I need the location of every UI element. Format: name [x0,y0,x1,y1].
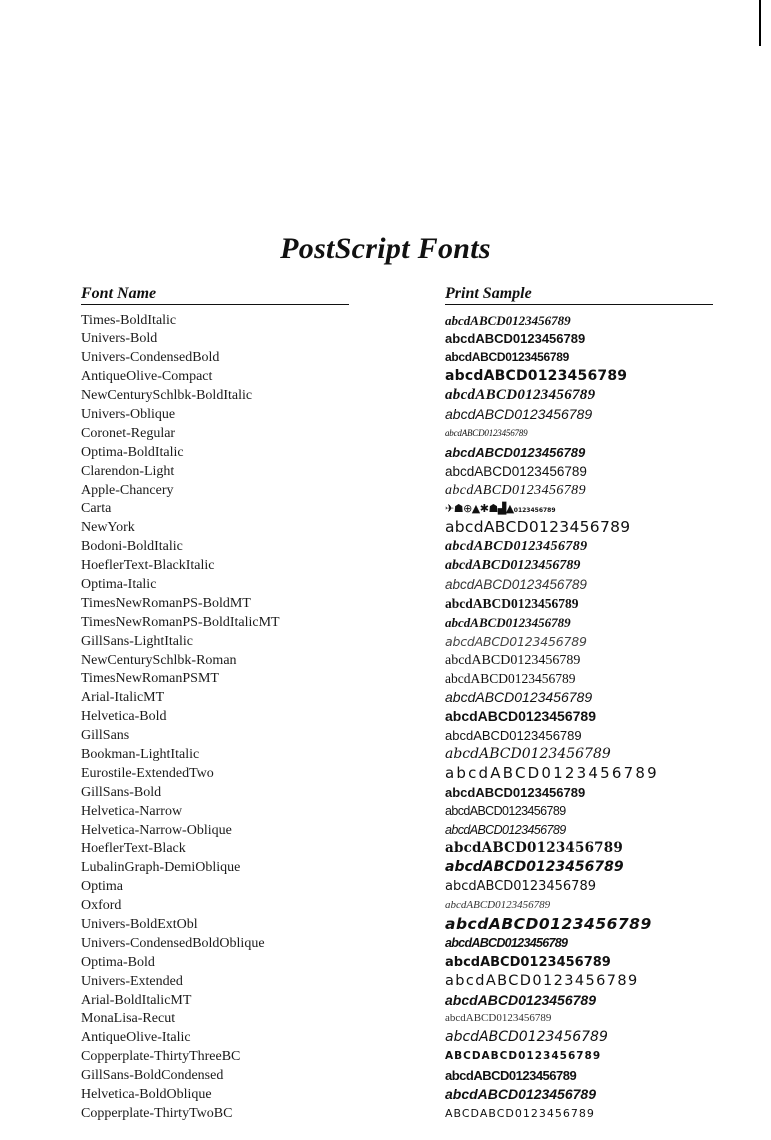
print-sample [445,500,556,519]
font-name: Univers-Bold [81,331,158,347]
font-row [0,897,771,916]
page-edge-mark [759,0,761,46]
print-sample: abcdABCD0123456789 [445,859,624,876]
font-name: TimesNewRomanPSMT [81,671,219,687]
font-list [0,312,771,1124]
font-name: AntiqueOlive-Italic [81,1030,191,1046]
font-row [0,330,771,349]
print-sample-glyphs: ✈☗⊕▲✱☗▟▲ [445,502,514,516]
font-row [0,387,771,406]
font-name: Univers-CondensedBold [81,350,220,366]
font-row [0,840,771,859]
font-name: Helvetica-Narrow [81,803,183,819]
font-name: Optima-Bold [81,954,155,970]
font-name: Helvetica-Narrow-Oblique [81,822,232,838]
print-sample: abcdABCD0123456789 [445,915,652,933]
print-sample: abcdABCD0123456789 [445,1012,552,1025]
font-name: GillSans-LightItalic [81,633,193,649]
font-name: Helvetica-Bold [81,709,167,725]
font-name: Coronet-Regular [81,425,176,441]
print-sample: ABCDABCD0123456789 [445,1106,595,1120]
print-sample: abcdABCD0123456789 [445,405,593,422]
font-row [0,444,771,463]
print-sample: abcdABCD0123456789 [445,387,596,404]
font-row [0,746,771,765]
font-row [0,482,771,501]
font-name: NewCenturySchlbk-Roman [81,652,237,668]
print-sample-digits: 0123456789 [513,507,556,515]
font-name: Bookman-LightItalic [81,746,200,762]
print-sample: abcdABCD0123456789 [445,784,586,800]
font-name: Univers-Oblique [81,406,176,422]
page-title: PostScript Fonts [280,232,491,265]
font-row [0,1029,771,1048]
font-row [0,670,771,689]
print-sample: abcdABCD0123456789 [445,427,528,438]
font-name: MonaLisa-Recut [81,1011,176,1027]
font-name: GillSans-BoldCondensed [81,1068,224,1084]
print-sample: abcdABCD0123456789 [445,482,586,498]
font-row [0,803,771,822]
print-sample: abcdABCD0123456789 [445,763,659,782]
print-sample: abcdABCD0123456789 [445,1086,596,1103]
font-row [0,916,771,935]
font-name: Arial-BoldItalicMT [81,992,192,1008]
column-header-print-sample: Print Sample [445,285,713,305]
font-row [0,1067,771,1086]
font-row [0,406,771,425]
font-row [0,689,771,708]
font-name: TimesNewRomanPS-BoldMT [81,595,251,611]
font-name: Eurostile-ExtendedTwo [81,765,214,781]
font-row [0,822,771,841]
font-row [0,576,771,595]
font-name: Helvetica-BoldOblique [81,1087,212,1103]
font-row [0,1048,771,1067]
font-row [0,368,771,387]
print-sample: abcdABCD0123456789 [445,652,581,668]
font-row [0,312,771,331]
font-name: Apple-Chancery [81,482,174,498]
font-row [0,463,771,482]
print-sample: abcdABCD0123456789 [445,879,596,895]
font-row [0,538,771,557]
font-name: Optima-Italic [81,576,157,592]
font-row [0,935,771,954]
print-sample: abcdABCD0123456789 [445,728,582,744]
font-row [0,859,771,878]
print-sample: abcdABCD0123456789 [445,972,639,989]
font-name: Clarendon-Light [81,463,175,479]
print-sample: abcdABCD0123456789 [445,954,611,970]
font-row [0,1086,771,1105]
font-name: Optima-BoldItalic [81,444,184,460]
font-row [0,425,771,444]
font-row [0,765,771,784]
font-row [0,595,771,614]
font-row [0,349,771,368]
font-name: Optima [81,879,123,895]
font-name: GillSans [81,728,130,744]
print-sample: abcdABCD0123456789 [445,633,587,649]
print-sample: abcdABCD0123456789 [445,1068,577,1084]
font-row [0,500,771,519]
font-row [0,557,771,576]
print-sample: abcdABCD0123456789 [445,803,566,818]
print-sample: abcdABCD0123456789 [445,595,579,611]
font-name: Carta [81,501,112,517]
font-name: Copperplate-ThirtyTwoBC [81,1105,233,1121]
print-sample: abcdABCD0123456789 [445,671,576,687]
print-sample: abcdABCD0123456789 [445,350,570,365]
print-sample: abcdABCD0123456789 [445,689,593,706]
font-name: Univers-CondensedBoldOblique [81,935,265,951]
print-sample: abcdABCD0123456789 [445,899,551,912]
print-sample: abcdABCD0123456789 [445,312,571,328]
print-sample: abcdABCD0123456789 [445,935,568,950]
font-name: Times-BoldItalic [81,312,177,328]
font-row [0,1010,771,1029]
print-sample: abcdABCD0123456789 [445,840,623,857]
font-name: NewCenturySchlbk-BoldItalic [81,388,253,404]
print-sample: ABCDABCD0123456789 [445,1050,602,1063]
print-sample: abcdABCD0123456789 [445,463,587,479]
print-sample: abcdABCD0123456789 [445,745,611,762]
font-row [0,992,771,1011]
font-name: Oxford [81,898,122,914]
print-sample: abcdABCD0123456789 [445,708,596,725]
print-sample: abcdABCD0123456789 [445,558,581,574]
font-row [0,784,771,803]
print-sample: abcdABCD0123456789 [445,331,586,347]
print-sample: abcdABCD0123456789 [445,444,586,460]
font-row [0,878,771,897]
font-row [0,727,771,746]
font-name: Univers-BoldExtObl [81,917,198,932]
font-name: NewYork [81,520,135,536]
font-row [0,652,771,671]
font-row [0,954,771,973]
column-header-font-name: Font Name [81,285,349,305]
font-row [0,519,771,538]
font-name: Bodoni-BoldItalic [81,539,183,555]
font-row [0,614,771,633]
font-name: HoeflerText-BlackItalic [81,558,215,574]
font-row [0,633,771,652]
font-name: LubalinGraph-DemiOblique [81,860,241,876]
print-sample: abcdABCD0123456789 [445,368,628,385]
font-name: AntiqueOlive-Compact [81,369,213,385]
font-name: GillSans-Bold [81,784,162,800]
font-name: Arial-ItalicMT [81,690,165,706]
print-sample: abcdABCD0123456789 [445,539,588,555]
font-name: Copperplate-ThirtyThreeBC [81,1049,241,1065]
print-sample: abcdABCD0123456789 [445,822,566,837]
font-row [0,708,771,727]
font-name: TimesNewRomanPS-BoldItalicMT [81,614,280,630]
font-name: Univers-Extended [81,973,183,989]
print-sample: abcdABCD0123456789 [445,1029,608,1046]
font-row [0,1105,771,1124]
print-sample: abcdABCD0123456789 [445,576,587,592]
font-name: HoeflerText-Black [81,841,186,857]
print-sample: abcdABCD0123456789 [445,614,571,630]
print-sample: abcdABCD0123456789 [445,518,631,537]
print-sample: abcdABCD0123456789 [445,991,596,1008]
font-row [0,973,771,992]
